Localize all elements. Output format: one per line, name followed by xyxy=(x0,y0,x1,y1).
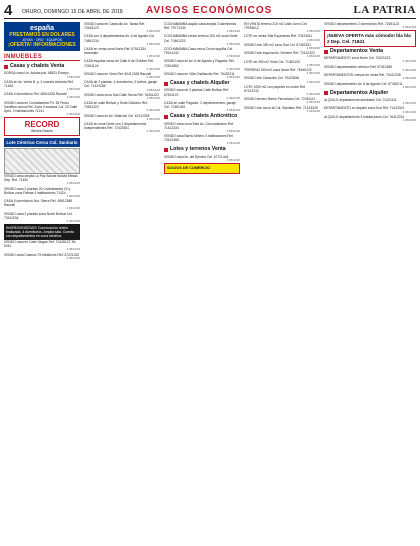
list-item: ALQUILO departamento 3 habitaciones Cel. 76412234 4 05/16/18 xyxy=(324,114,416,122)
column-5 xyxy=(324,22,416,544)
list-item: VENDO casa Av. del Ejército Cel. 67721444 4 05/16/18 xyxy=(164,154,240,162)
page-header xyxy=(4,4,416,19)
list-item: CASA de 2 plantas, 4 dormitorios, 2 baños, garaje. Cel. 71424185 4 05/16/18 xyxy=(84,80,160,92)
list-item: DEPARTAMENTO zona Norte Cel. 70421223 4 05/16/18 xyxy=(324,56,416,64)
list-item: VENDO casa 2 plantas zona Norte Bolívar Cel. 70411234 4 05/16/18 xyxy=(4,211,80,223)
list-item: VENDO casa en Av. Villarroel Cel. 67412335 4 05/16/18 xyxy=(84,113,160,121)
list-item: CASA en calle Bolívar y Soria Galvarro Ref. 70451223 4 05/16/18 xyxy=(84,101,160,113)
list-item: TERRENO 500 m2 zona Norte Ref. 76445122 4 05/16/18 xyxy=(244,68,320,76)
list-item: CASA 5 dormitorios Nor. Sierra Ref. 45612388 Raucell 4 05/16/18 xyxy=(4,199,80,211)
list-item: VENDO casa amplia La Paz Bolivar Bolivia Mesas Dep. Ref. 71452 4 05/16/18 xyxy=(4,174,80,186)
lote-ad-banner: Lote Céntrico Cerca Col. Sanitario xyxy=(4,138,80,147)
list-item: CASA con 3 departamentos Av. 6 de Agosto Col. 74561234 4 05/16/18 xyxy=(84,34,160,46)
newspaper-brand: LA PATRIA xyxy=(353,4,416,16)
list-item: VENDO casa 2 plantas 20 Cochabamba 24 y Bolívar zona Fátima 4 habitaciones 71424 4 05/16/18 xyxy=(4,186,80,198)
list-item: VENDO casa en Cochabamba Ph. 35 Pedro Santillán nueva Ref. Zona 4 cuadros Col. 23 Calle Dpto. 2 habitaciones 71141 4 05/16/18 xyxy=(4,100,80,116)
list-item: VENDO departamento céntrico Ref. 67412355 4 05/16/18 xyxy=(324,64,416,72)
espana-ad xyxy=(4,22,80,51)
list-item: COCHABAMBA vendo terreno 200 m2 zona Norte Cel. 70461223 4 05/16/18 xyxy=(164,34,240,46)
list-item: CASA en calle Pagador, 2 departamentos, garaje Cel. 72481451 4 05/16/18 xyxy=(164,100,240,113)
list-item: VENDO casa en Calle Vargas Ref. 70445123 Tel. 5241 4 05/16/18 xyxy=(4,240,80,252)
espana-subline: JOYAS · ORO · EQUIPOS xyxy=(21,38,63,42)
record-ad xyxy=(4,117,80,136)
heading-casas-venta: Casas y chalets Venta xyxy=(4,64,80,69)
espana-logo-text: españa xyxy=(29,25,55,32)
record-subtitle: Bienes Raíces xyxy=(31,129,53,134)
espana-offer: ¡OFERTA! INFORMACIONES xyxy=(8,42,76,48)
page-number: 4 xyxy=(4,2,13,19)
list-item: LOTE en venta Villa Esperanza Ref. 70424511 4 05/16/18 xyxy=(244,34,320,42)
section-bullet-icon xyxy=(164,82,168,86)
list-item: VENDO lote cerca al Col. Sanitario Ref. 71423345 4 05/16/18 xyxy=(244,105,320,113)
list-item: COCHABAMBA alquilo casa amplia 3 dormitorios Ref. 79771234 4 05/16/18 xyxy=(164,22,240,34)
heading-casas-anticretico: Casas y chalets Anticrético xyxy=(164,114,240,119)
heading-dept-alquiler: Departamentos Alquiler xyxy=(324,91,416,96)
section-title: AVISOS ECONÓMICOS xyxy=(146,5,273,16)
heading-dept-venta: Departamentos Venta xyxy=(324,49,416,54)
list-item: VENDO casa en Av. 6 de Agosto y Pagador Ref. 72451882 4 05/16/18 xyxy=(164,59,240,71)
list-item: VENDO casa en Caracollo Av. Tarata Ref. 72445123 4 05/16/18 xyxy=(84,22,160,34)
list-item: DEPARTAMENTO en alquiler zona Sud Ref. 71423321 4 05/16/18 xyxy=(324,106,416,114)
list-item: COCHABAMBA Casa cerca Cruce taquiña Cel. 79141242 4 05/16/18 xyxy=(164,46,240,59)
list-item: DORSA casa Un. Autosa pat. 48531 Excepc. 4 05/16/18 xyxy=(4,71,80,79)
list-item: LOTE de 250 m2 Vinto Cel. 71452133 4 05/16/18 xyxy=(244,59,320,67)
list-item: DEPARTAMENTOS nuevos en venta Ref. 70412238 4 05/16/18 xyxy=(324,73,416,81)
list-item: VENDO casa en Vinto Ref. 60412328 Raucell 4 05/16/18 xyxy=(84,71,160,80)
inversionistas-ad: INVERSIONISTAS!!! Construcción recién finalizada. 4 dormitorios. Amplia sala. Cuenta con departamentos en zona céntrica. xyxy=(4,224,80,240)
section-bullet-icon xyxy=(164,115,168,119)
section-bullet-icon xyxy=(4,65,8,69)
list-item: VENDO casa de 3 plantas Calle Bolívar Ref. 67451122 4 05/16/18 xyxy=(164,88,240,100)
column-1 xyxy=(4,22,80,544)
list-item: ALQUILO departamento amoblado Cel. 72421111 4 05/16/18 xyxy=(324,98,416,106)
list-item: VENDO terreno Barrio Ferroviario Cel. 72431112 4 05/16/18 xyxy=(244,97,320,105)
column-2 xyxy=(84,22,160,544)
list-item: CASA en venta zona Norte Ref. 67512334 inmediato 4 05/16/18 xyxy=(84,46,160,59)
section-inmuebles: INMUEBLES xyxy=(4,54,80,61)
section-bullet-icon xyxy=(324,50,328,54)
featured-offer-ad: ¡NUEVA OFERTA más cómodo! bla bla 2 Dep. Cel. 71841 xyxy=(324,30,416,47)
espana-headline: PRESTAMOS EN DOLARES xyxy=(9,32,75,38)
list-item: VENDO departamento Av. 6 de Agosto Cel. 67452211 4 05/16/18 xyxy=(324,81,416,89)
list-item: CASA en Av. Venta B. p. 2 cuartos Avenida Ref. 71484 4 05/16/18 xyxy=(4,79,80,91)
highlighted-ad: SOCIOS DE COMERCIO xyxy=(164,163,240,174)
list-item: VENDO lote Caracollo Cel. 70423456 4 05/16/18 xyxy=(244,76,320,84)
list-item: EN VENTA terreno 210 m2 Calle Junín Cel. 79785612 4 05/16/18 xyxy=(244,22,320,34)
section-bullet-icon xyxy=(164,148,168,152)
heading-lotes-venta: Lotes y terrenos Venta xyxy=(164,147,240,152)
list-item: VENDO casa zona Sud Calle Tacna Ref. 76431122 4 05/16/18 xyxy=(84,92,160,100)
list-item: LOTE 1000 m2 con papeles en orden Ref. 67412232 4 05/16/18 xyxy=(244,84,320,97)
list-item: VENDO lote 300 m2 zona Sud Cel. 67452231 4 05/16/18 xyxy=(244,42,320,50)
map-image xyxy=(4,148,80,174)
record-logo: RECORD xyxy=(24,120,60,130)
list-item: VENDO casa Barrio Minero 4 habitaciones Ref. 72412356 4 05/16/18 xyxy=(164,134,240,146)
list-item: VENDO casa Cosmos 79 Miraflores Ref. 67221332 4 05/16/18 xyxy=(4,252,80,260)
column-3 xyxy=(164,22,240,544)
date-line: ORURO, DOMINGO 15 DE ABRIL DE 2018 xyxy=(22,9,123,15)
list-item: CASA 4 dormitorios Rel. 45611328 Raucell 4 05/16/18 xyxy=(4,92,80,100)
list-item: CASA esquina cerca de Calle 6 de Octubre Rel. 72451124 4 05/16/18 xyxy=(84,59,160,71)
column-4 xyxy=(244,22,320,544)
list-item: CASA en zona Norte con 2 departamentos independientes Ref. 72423451 4 05/16/18 xyxy=(84,122,160,134)
section-bullet-icon xyxy=(324,91,328,95)
list-item: VENDO casa zona Este Av. Circunvalación Ref. 71412334 4 05/16/18 xyxy=(164,121,240,133)
list-item: VENDO departamento 2 dormitorios Ref. 72451122 4 05/16/18 xyxy=(324,22,416,30)
heading-casas-alquiler: Casas y chalets Alquiler xyxy=(164,81,240,86)
list-item: VENDO lote esquina Av. Dehene Ref. 72412323 4 05/16/18 xyxy=(244,51,320,59)
list-item: VENDO casa en Villa Challacollo Ref. 76432211 4 05/16/18 xyxy=(164,71,240,80)
